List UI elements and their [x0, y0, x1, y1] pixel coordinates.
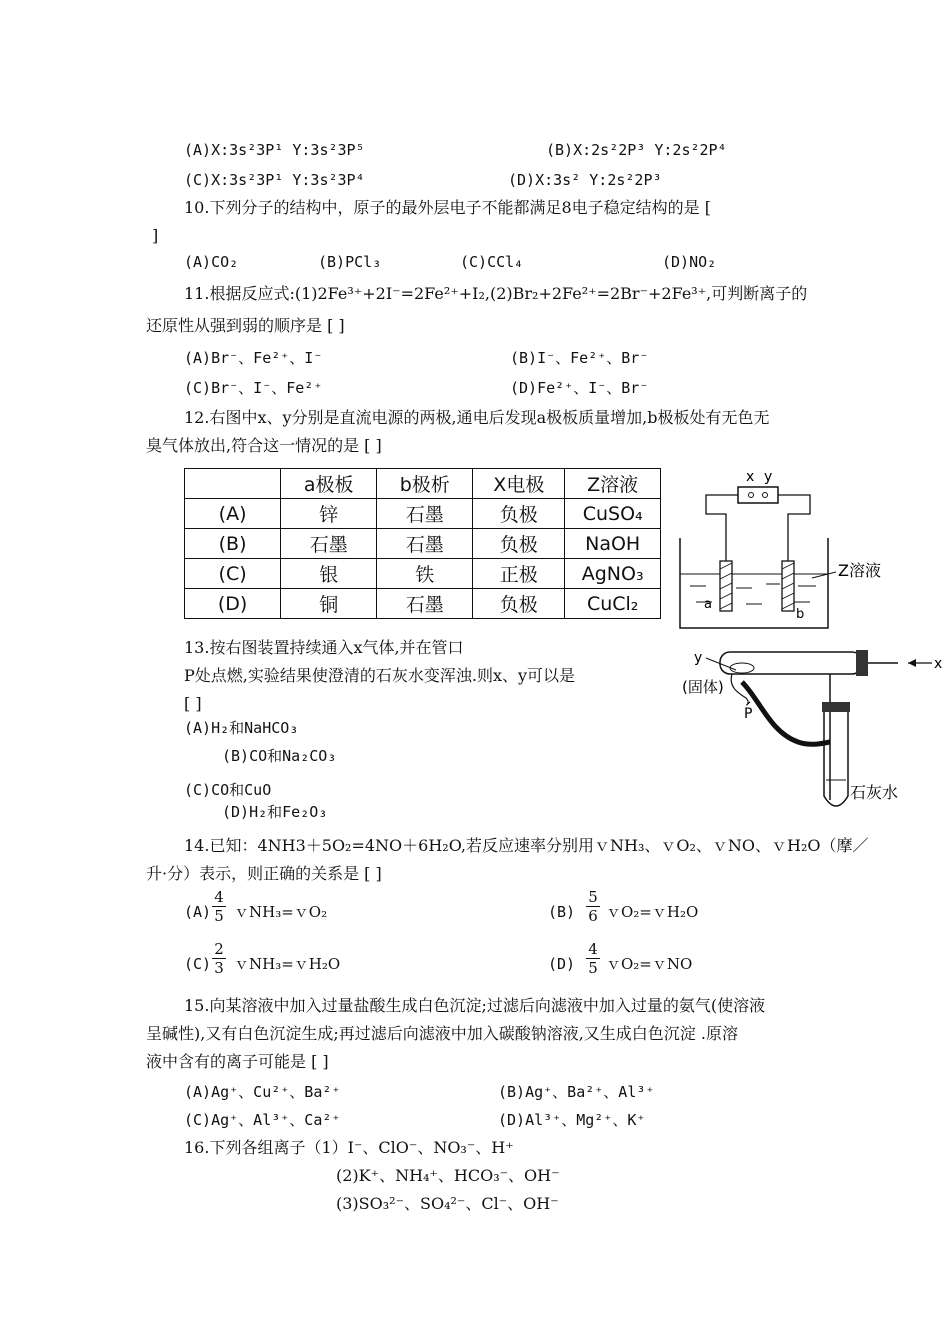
- q11-option-a: (A)Br⁻、Fe²⁺、I⁻: [184, 349, 323, 367]
- q12-table: [184, 468, 661, 619]
- table-cell: 负极: [473, 499, 565, 529]
- table-row: [185, 529, 661, 559]
- fig13-x-label: x: [934, 656, 943, 672]
- table-row: [185, 499, 661, 529]
- arrow-head: [908, 659, 916, 667]
- q13-option-c: (C)CO和CuO: [184, 781, 272, 799]
- q11-stem-2: 还原性从强到弱的顺序是 [ ]: [146, 316, 345, 335]
- q14-option-a-fraction: [212, 888, 226, 925]
- fig13-limewater-label: 石灰水: [850, 783, 899, 802]
- fig12-x-label: x: [746, 469, 755, 485]
- rubber-hose: [742, 682, 830, 744]
- fraction-numerator: 2: [212, 940, 226, 959]
- wire-left: [706, 495, 738, 561]
- q10-option-d: (D)NO₂: [662, 253, 717, 271]
- q14-option-d-label: (D): [548, 955, 576, 973]
- q13-option-a: (A)H₂和NaHCO₃: [184, 719, 299, 737]
- test-tube: [824, 712, 848, 806]
- tube-stopper: [856, 650, 868, 676]
- q14-option-d-fraction: [586, 940, 600, 977]
- table-cell: 银: [281, 559, 377, 589]
- solid-sample: [730, 663, 754, 673]
- table-cell: 石墨: [377, 529, 473, 559]
- q15-stem: 15.向某溶液中加入过量盐酸生成白色沉淀;过滤后向滤液中加入过量的氨气(使溶液: [184, 996, 766, 1015]
- table-header-cell: [185, 469, 281, 499]
- fraction-denominator: 3: [214, 959, 224, 977]
- table-cell: (D): [185, 589, 281, 619]
- q14-option-b-fraction: [586, 888, 600, 925]
- fraction-denominator: 5: [588, 959, 598, 977]
- q16-stem: 16.下列各组离子（1）I⁻、ClO⁻、NO₃⁻、H⁺: [184, 1138, 514, 1157]
- table-header-row: [185, 469, 661, 499]
- q14-option-c-fraction: [212, 940, 226, 977]
- fraction-denominator: 5: [214, 907, 224, 925]
- q15-stem-2: 呈碱性),又有白色沉淀生成;再过滤后向滤液中加入碳酸钠溶液,又生成白色沉淀 .原溶: [146, 1024, 738, 1043]
- table-header-cell: b极析: [377, 469, 473, 499]
- table-cell: 负极: [473, 589, 565, 619]
- q13-option-b: (B)CO和Na₂CO₃: [222, 747, 337, 765]
- q15-option-d: (D)Al³⁺、Mg²⁺、K⁺: [498, 1111, 646, 1129]
- q10-bracket-close: ]: [152, 226, 159, 245]
- table-cell: CuSO₄: [565, 499, 661, 529]
- q11-option-b: (B)I⁻、Fe²⁺、Br⁻: [510, 349, 649, 367]
- q9-option-b: (B)X:2s²2P³ Y:2s²2P⁴: [546, 141, 727, 159]
- fig12-y-label: y: [764, 469, 773, 485]
- fraction-numerator: 5: [586, 888, 600, 907]
- table-cell: 正极: [473, 559, 565, 589]
- terminal-x: [749, 493, 754, 498]
- table-cell: 石墨: [377, 589, 473, 619]
- fig12-solution-label: Z溶液: [838, 561, 881, 580]
- q15-stem-3: 液中含有的离子可能是 [ ]: [146, 1052, 329, 1071]
- q15-option-c: (C)Ag⁺、Al³⁺、Ca²⁺: [184, 1111, 341, 1129]
- q10-option-c: (C)CCl₄: [460, 253, 524, 271]
- table-row: [185, 589, 661, 619]
- q11-option-c: (C)Br⁻、I⁻、Fe²⁺: [184, 379, 323, 397]
- table-cell: 石墨: [377, 499, 473, 529]
- combustion-tube-figure: [680, 640, 944, 820]
- test-tube-stopper: [822, 702, 850, 712]
- q13-option-d: (D)H₂和Fe₂O₃: [222, 803, 328, 821]
- q15-option-a: (A)Ag⁺、Cu²⁺、Ba²⁺: [184, 1083, 341, 1101]
- q14-option-b-label: (B): [548, 903, 576, 921]
- table-header-cell: Z溶液: [565, 469, 661, 499]
- q14-option-a-text: ｖNH₃=ｖO₂: [234, 903, 328, 921]
- table-cell: CuCl₂: [565, 589, 661, 619]
- table-cell: AgNO₃: [565, 559, 661, 589]
- q10-option-a: (A)CO₂: [184, 253, 239, 271]
- wire-right: [778, 495, 810, 561]
- electrolysis-figure: [676, 466, 906, 636]
- fig13-solid-label: (固体): [682, 678, 724, 696]
- q15-option-b: (B)Ag⁺、Ba²⁺、Al³⁺: [498, 1083, 655, 1101]
- power-source: [738, 487, 778, 503]
- q13-stem: 13.按右图装置持续通入x气体,并在管口: [184, 638, 464, 657]
- q10-stem: 10.下列分子的结构中，原子的最外层电子不能都满足8电子稳定结构的是 [: [184, 198, 711, 217]
- q14-option-d-text: ｖO₂=ｖNO: [606, 955, 693, 973]
- beaker: [680, 538, 828, 628]
- terminal-y: [763, 493, 768, 498]
- table-header-cell: a极板: [281, 469, 377, 499]
- fraction-numerator: 4: [212, 888, 226, 907]
- q14-stem: 14.已知：4NH3＋5O₂=4NO＋6H₂O,若反应速率分别用ｖNH₃、ｖO₂、ｖNO、ｖH₂O（摩／: [184, 836, 869, 855]
- q13-stem-2: P处点燃,实验结果使澄清的石灰水变浑浊.则x、y可以是: [184, 666, 576, 685]
- table-row: [185, 559, 661, 589]
- fig12-b-label: b: [796, 607, 805, 622]
- q14-stem-2: 升·分）表示，则正确的关系是 [ ]: [146, 864, 382, 883]
- table-cell: (B): [185, 529, 281, 559]
- q14-option-c-label: (C): [184, 955, 212, 973]
- table-header-cell: X电极: [473, 469, 565, 499]
- fig13-y-label: y: [694, 650, 703, 666]
- fraction-denominator: 6: [588, 907, 598, 925]
- q14-option-a-label: (A): [184, 903, 212, 921]
- q16-group-3: (3)SO₃²⁻、SO₄²⁻、Cl⁻、OH⁻: [336, 1194, 559, 1213]
- q10-option-b: (B)PCl₃: [318, 253, 382, 271]
- q14-option-c-text: ｖNH₃=ｖH₂O: [234, 955, 341, 973]
- q9-option-d: (D)X:3s² Y:2s²2P³: [508, 171, 662, 189]
- table-cell: 铜: [281, 589, 377, 619]
- fig12-a-label: a: [704, 597, 712, 612]
- solution-pointer: [812, 572, 836, 578]
- q11-stem: 11.根据反应式:(1)2Fe³⁺+2I⁻=2Fe²⁺+I₂,(2)Br₂+2Fe²⁺=2Br⁻+2Fe³⁺,可判断离子的: [184, 284, 808, 303]
- table-cell: (C): [185, 559, 281, 589]
- table-cell: 锌: [281, 499, 377, 529]
- q14-option-b-text: ｖO₂=ｖH₂O: [606, 903, 699, 921]
- q9-option-a: (A)X:3s²3P¹ Y:3s²3P⁵: [184, 141, 365, 159]
- table-cell: 负极: [473, 529, 565, 559]
- q13-bracket: [ ]: [184, 694, 202, 713]
- fig13-p-label: P: [744, 706, 753, 722]
- table-cell: (A): [185, 499, 281, 529]
- q12-stem-2: 臭气体放出,符合这一情况的是 [ ]: [146, 436, 382, 455]
- q9-option-c: (C)X:3s²3P¹ Y:3s²3P⁴: [184, 171, 365, 189]
- table-cell: 铁: [377, 559, 473, 589]
- table-cell: 石墨: [281, 529, 377, 559]
- table-cell: NaOH: [565, 529, 661, 559]
- q12-stem: 12.右图中x、y分别是直流电源的两极,通电后发现a极板质量增加,b极板处有无色无: [184, 408, 770, 427]
- q16-group-2: (2)K⁺、NH₄⁺、HCO₃⁻、OH⁻: [336, 1166, 560, 1185]
- q11-option-d: (D)Fe²⁺、I⁻、Br⁻: [510, 379, 649, 397]
- fraction-numerator: 4: [586, 940, 600, 959]
